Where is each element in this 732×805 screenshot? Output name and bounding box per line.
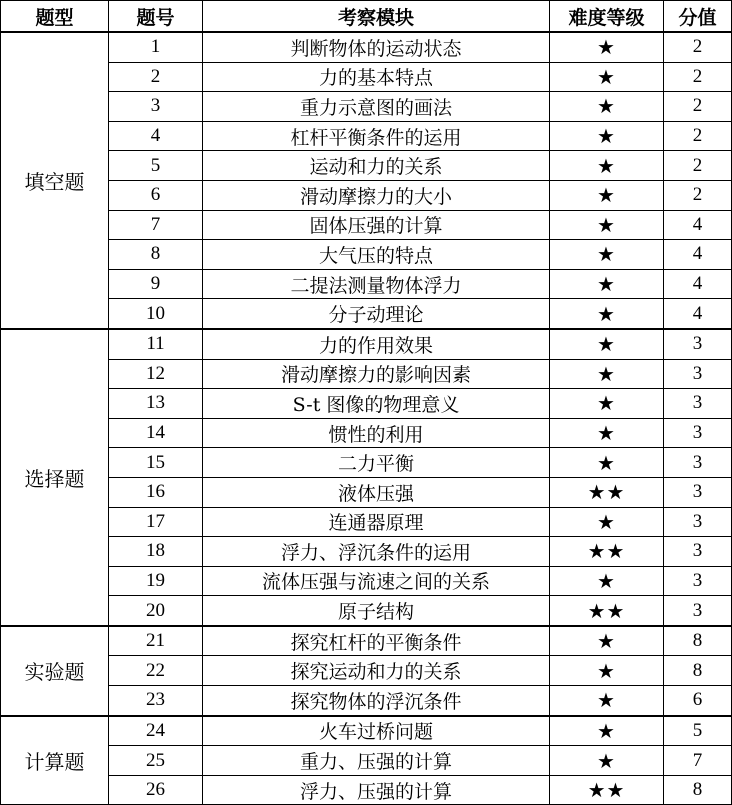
score-cell: 3	[664, 359, 732, 389]
question-number-cell: 16	[109, 477, 203, 507]
table-row	[1, 151, 732, 181]
difficulty-cell: ★	[550, 626, 664, 656]
score-cell: 6	[664, 686, 732, 716]
difficulty-cell: ★	[550, 32, 664, 62]
module-cell: 液体压强	[203, 477, 550, 507]
score-cell: 4	[664, 240, 732, 270]
table-row	[1, 210, 732, 240]
module-cell: 探究杠杆的平衡条件	[203, 626, 550, 656]
table-row	[1, 299, 732, 329]
module-cell: 流体压强与流速之间的关系	[203, 566, 550, 596]
module-cell: 重力、压强的计算	[203, 746, 550, 776]
score-cell: 2	[664, 62, 732, 92]
question-number-cell: 13	[109, 389, 203, 419]
question-number-cell: 25	[109, 746, 203, 776]
module-cell: S-t 图像的物理意义	[203, 389, 550, 419]
difficulty-cell: ★★	[550, 775, 664, 805]
difficulty-cell: ★	[550, 240, 664, 270]
question-type-cell: 计算题	[1, 716, 109, 805]
score-cell: 4	[664, 210, 732, 240]
question-number-cell: 21	[109, 626, 203, 656]
difficulty-cell: ★	[550, 92, 664, 122]
table-row	[1, 62, 732, 92]
difficulty-cell: ★	[550, 329, 664, 359]
question-number-cell: 2	[109, 62, 203, 92]
question-number-cell: 6	[109, 180, 203, 210]
score-cell: 8	[664, 656, 732, 686]
module-cell: 固体压强的计算	[203, 210, 550, 240]
score-cell: 8	[664, 775, 732, 805]
difficulty-cell: ★	[550, 418, 664, 448]
difficulty-cell: ★	[550, 566, 664, 596]
header-type: 题型	[1, 1, 109, 33]
table-row	[1, 746, 732, 776]
difficulty-cell: ★	[550, 746, 664, 776]
difficulty-cell: ★	[550, 359, 664, 389]
header-number: 题号	[109, 1, 203, 33]
module-cell: 连通器原理	[203, 507, 550, 537]
question-type-cell: 填空题	[1, 32, 109, 329]
score-cell: 3	[664, 477, 732, 507]
module-cell: 大气压的特点	[203, 240, 550, 270]
score-cell: 3	[664, 389, 732, 419]
difficulty-cell: ★	[550, 686, 664, 716]
table-row	[1, 626, 732, 656]
header-score: 分值	[664, 1, 732, 33]
module-cell: 力的作用效果	[203, 329, 550, 359]
question-number-cell: 4	[109, 121, 203, 151]
module-cell: 浮力、浮沉条件的运用	[203, 537, 550, 567]
difficulty-cell: ★	[550, 121, 664, 151]
table-row	[1, 32, 732, 62]
difficulty-cell: ★★	[550, 596, 664, 626]
module-cell: 探究运动和力的关系	[203, 656, 550, 686]
question-number-cell: 22	[109, 656, 203, 686]
score-cell: 3	[664, 329, 732, 359]
difficulty-cell: ★	[550, 269, 664, 299]
module-cell: 原子结构	[203, 596, 550, 626]
question-number-cell: 24	[109, 716, 203, 746]
table-row	[1, 656, 732, 686]
difficulty-cell: ★	[550, 62, 664, 92]
module-cell: 惯性的利用	[203, 418, 550, 448]
score-cell: 3	[664, 566, 732, 596]
table-row	[1, 359, 732, 389]
difficulty-cell: ★★	[550, 537, 664, 567]
difficulty-cell: ★	[550, 210, 664, 240]
difficulty-cell: ★	[550, 507, 664, 537]
header-row	[1, 1, 732, 33]
module-cell: 滑动摩擦力的大小	[203, 180, 550, 210]
module-cell: 二提法测量物体浮力	[203, 269, 550, 299]
module-cell: 杠杆平衡条件的运用	[203, 121, 550, 151]
table-row	[1, 507, 732, 537]
table-row	[1, 329, 732, 359]
table-row	[1, 537, 732, 567]
question-number-cell: 14	[109, 418, 203, 448]
module-cell: 二力平衡	[203, 448, 550, 478]
question-number-cell: 12	[109, 359, 203, 389]
score-cell: 3	[664, 507, 732, 537]
question-number-cell: 23	[109, 686, 203, 716]
table-row	[1, 418, 732, 448]
module-cell: 力的基本特点	[203, 62, 550, 92]
score-cell: 4	[664, 299, 732, 329]
table-row	[1, 477, 732, 507]
difficulty-cell: ★	[550, 389, 664, 419]
table-row	[1, 716, 732, 746]
question-number-cell: 26	[109, 775, 203, 805]
difficulty-cell: ★	[550, 716, 664, 746]
module-cell: 分子动理论	[203, 299, 550, 329]
table-row	[1, 596, 732, 626]
table-row	[1, 686, 732, 716]
table-row	[1, 121, 732, 151]
question-number-cell: 7	[109, 210, 203, 240]
score-cell: 2	[664, 151, 732, 181]
question-number-cell: 20	[109, 596, 203, 626]
table-row	[1, 775, 732, 805]
table-row	[1, 448, 732, 478]
difficulty-cell: ★	[550, 299, 664, 329]
question-type-cell: 实验题	[1, 626, 109, 716]
difficulty-cell: ★★	[550, 477, 664, 507]
score-cell: 2	[664, 180, 732, 210]
question-number-cell: 8	[109, 240, 203, 270]
score-cell: 3	[664, 537, 732, 567]
table-row	[1, 389, 732, 419]
score-cell: 3	[664, 418, 732, 448]
score-cell: 2	[664, 32, 732, 62]
score-cell: 7	[664, 746, 732, 776]
question-type-cell: 选择题	[1, 329, 109, 626]
question-number-cell: 18	[109, 537, 203, 567]
score-cell: 3	[664, 596, 732, 626]
question-number-cell: 15	[109, 448, 203, 478]
difficulty-cell: ★	[550, 151, 664, 181]
question-number-cell: 9	[109, 269, 203, 299]
score-cell: 4	[664, 269, 732, 299]
module-cell: 滑动摩擦力的影响因素	[203, 359, 550, 389]
module-cell: 判断物体的运动状态	[203, 32, 550, 62]
score-cell: 3	[664, 448, 732, 478]
module-cell: 浮力、压强的计算	[203, 775, 550, 805]
table-row	[1, 240, 732, 270]
difficulty-cell: ★	[550, 180, 664, 210]
question-number-cell: 11	[109, 329, 203, 359]
table-row	[1, 180, 732, 210]
score-cell: 8	[664, 626, 732, 656]
score-cell: 5	[664, 716, 732, 746]
module-cell: 运动和力的关系	[203, 151, 550, 181]
table-row	[1, 269, 732, 299]
question-number-cell: 17	[109, 507, 203, 537]
module-cell: 探究物体的浮沉条件	[203, 686, 550, 716]
question-number-cell: 3	[109, 92, 203, 122]
table-row	[1, 92, 732, 122]
difficulty-cell: ★	[550, 656, 664, 686]
table-row	[1, 566, 732, 596]
header-module: 考察模块	[203, 1, 550, 33]
question-number-cell: 19	[109, 566, 203, 596]
question-number-cell: 1	[109, 32, 203, 62]
difficulty-cell: ★	[550, 448, 664, 478]
header-difficulty: 难度等级	[550, 1, 664, 33]
table-body	[1, 32, 732, 805]
module-cell: 重力示意图的画法	[203, 92, 550, 122]
module-cell: 火车过桥问题	[203, 716, 550, 746]
score-cell: 2	[664, 92, 732, 122]
score-cell: 2	[664, 121, 732, 151]
question-number-cell: 5	[109, 151, 203, 181]
question-number-cell: 10	[109, 299, 203, 329]
